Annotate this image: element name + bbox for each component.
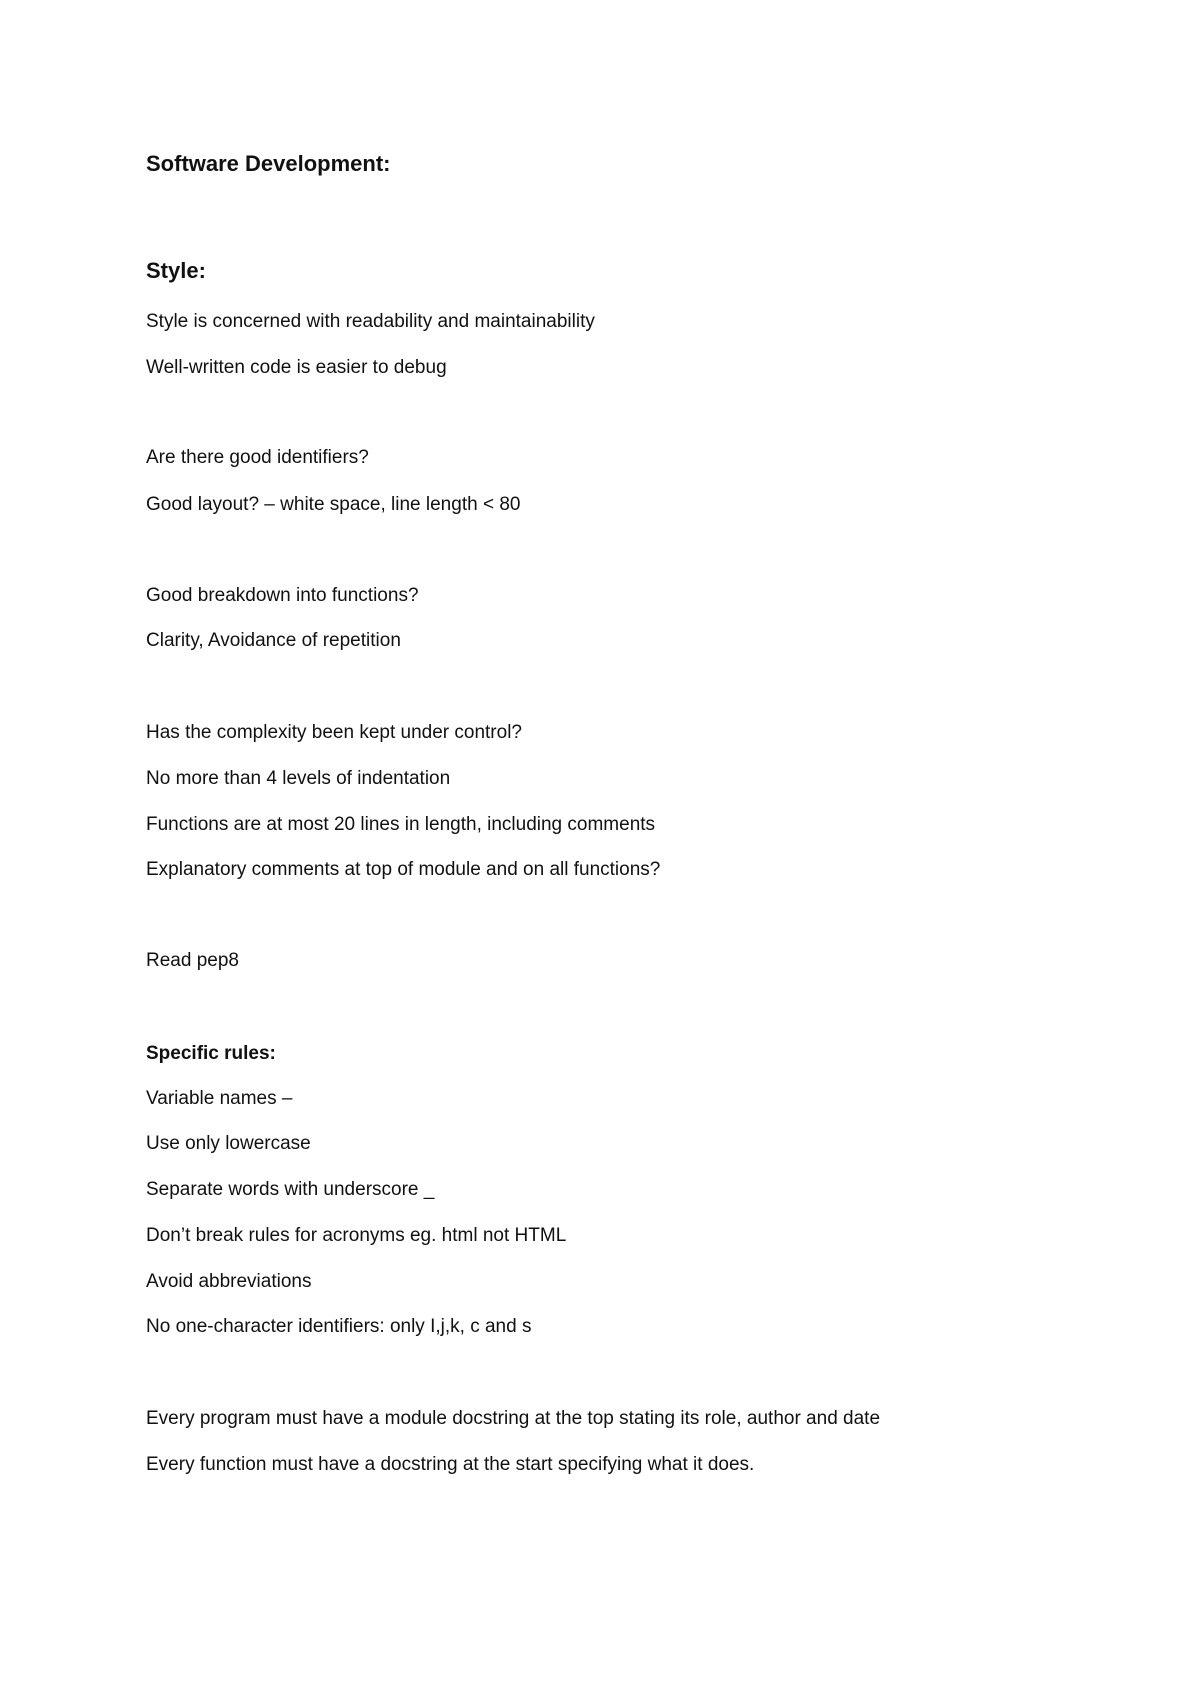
text-line: Read pep8 bbox=[146, 950, 239, 971]
text-line: Every program must have a module docstring at the top stating its role, author and date bbox=[146, 1408, 881, 1429]
text-line: Avoid abbreviations bbox=[146, 1271, 312, 1292]
text-line: Explanatory comments at top of module and on all functions? bbox=[146, 859, 661, 880]
text-line: Separate words with underscore _ bbox=[146, 1179, 435, 1200]
text-line: Has the complexity been kept under control? bbox=[146, 722, 522, 743]
text-line: Well-written code is easier to debug bbox=[146, 357, 447, 378]
text-line: Use only lowercase bbox=[146, 1133, 311, 1154]
text-line: Variable names – bbox=[146, 1088, 293, 1109]
text-line: Are there good identifiers? bbox=[146, 447, 369, 468]
text-line: Good layout? – white space, line length < 80 bbox=[146, 494, 521, 515]
text-line: Don’t break rules for acronyms eg. html not HTML bbox=[146, 1225, 567, 1246]
text-line: Style is concerned with readability and maintainability bbox=[146, 311, 595, 332]
text-line: Clarity, Avoidance of repetition bbox=[146, 630, 401, 651]
text-line: Every function must have a docstring at the start specifying what it does. bbox=[146, 1454, 755, 1475]
document-title: Software Development: bbox=[146, 151, 391, 176]
text-line: Functions are at most 20 lines in length, including comments bbox=[146, 814, 656, 835]
section-heading-specific-rules: Specific rules: bbox=[146, 1043, 276, 1064]
text-line: No more than 4 levels of indentation bbox=[146, 768, 451, 789]
text-line: No one-character identifiers: only I,j,k, c and s bbox=[146, 1316, 532, 1337]
text-line: Good breakdown into functions? bbox=[146, 585, 419, 606]
section-heading-style: Style: bbox=[146, 258, 206, 283]
